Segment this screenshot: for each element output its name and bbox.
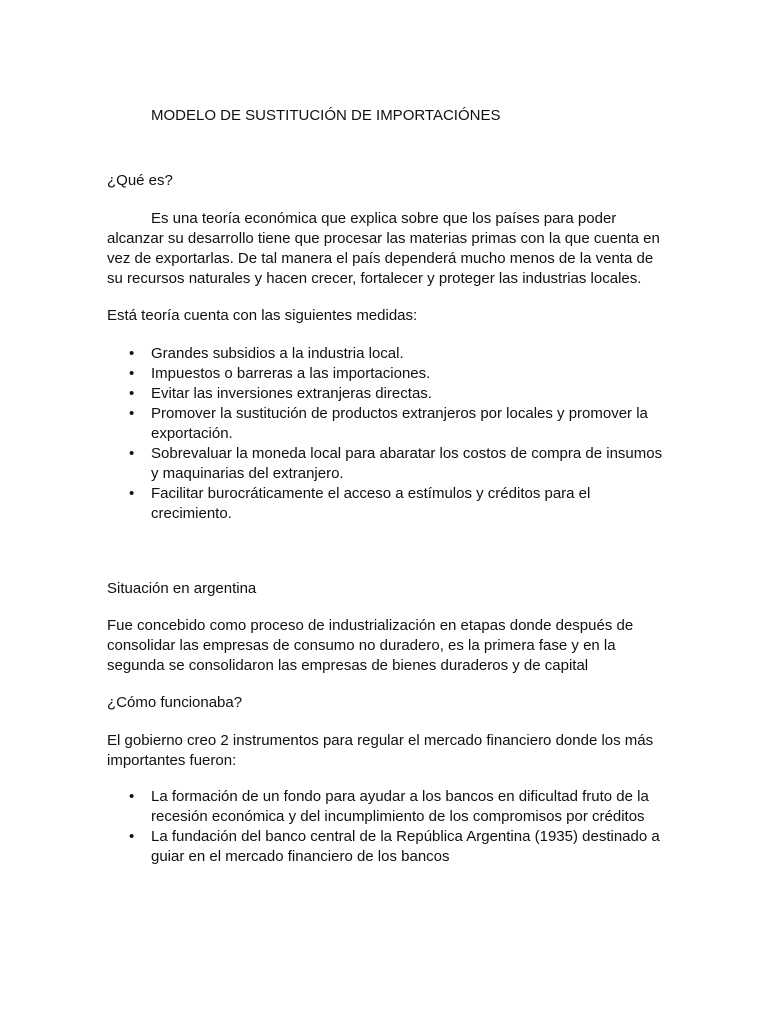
list-item: • Evitar las inversiones extranjeras directas.	[107, 384, 667, 404]
list-item: • La fundación del banco central de la República Argentina (1935) destinado a guiar en el mercado financiero de los bancos	[107, 827, 667, 867]
measures-list	[107, 344, 667, 524]
document-title: MODELO DE SUSTITUCIÓN DE IMPORTACIÓNES	[151, 107, 501, 124]
instruments-list	[107, 787, 667, 867]
question-how-it-worked: ¿Cómo funcionaba?	[107, 694, 243, 711]
list-item: • Promover la sustitución de productos extranjeros por locales y promover la exportación.	[107, 404, 667, 444]
argentina-paragraph: Fue concebido como proceso de industrialización en etapas donde después de consolidar las empresas de consumo no duradero, es la primera fase y en la segunda se consolidaron las empresas de bienes duraderos y de capital	[107, 617, 634, 674]
intro-paragraph: Es una teoría económica que explica sobre que los países para poder alcanzar su desarrollo tiene que procesar las materias primas con la que cuenta en vez de exportarlas. De tal manera el país dependerá mucho menos de la venta de su recursos naturales y hacen crecer, fortalecer y proteger las industrias locales.	[107, 210, 660, 287]
section-heading-argentina: Situación en argentina	[107, 580, 257, 597]
list-item: • Impuestos o barreras a las importaciones.	[107, 364, 667, 384]
list-item: • Grandes subsidios a la industria local.	[107, 344, 667, 364]
list-item: • Sobrevaluar la moneda local para abaratar los costos de compra de insumos y maquinarias del extranjero.	[107, 444, 667, 484]
list-item: • Facilitar burocráticamente el acceso a estímulos y créditos para el crecimiento.	[107, 484, 667, 524]
list-item: • La formación de un fondo para ayudar a los bancos en dificultad fruto de la recesión económica y del incumplimiento de los compromisos por créditos	[107, 787, 667, 827]
measures-intro: Está teoría cuenta con las siguientes medidas:	[107, 307, 418, 324]
instruments-paragraph: El gobierno creo 2 instrumentos para regular el mercado financiero donde los más importantes fueron:	[107, 732, 654, 769]
question-what-is: ¿Qué es?	[107, 172, 173, 189]
